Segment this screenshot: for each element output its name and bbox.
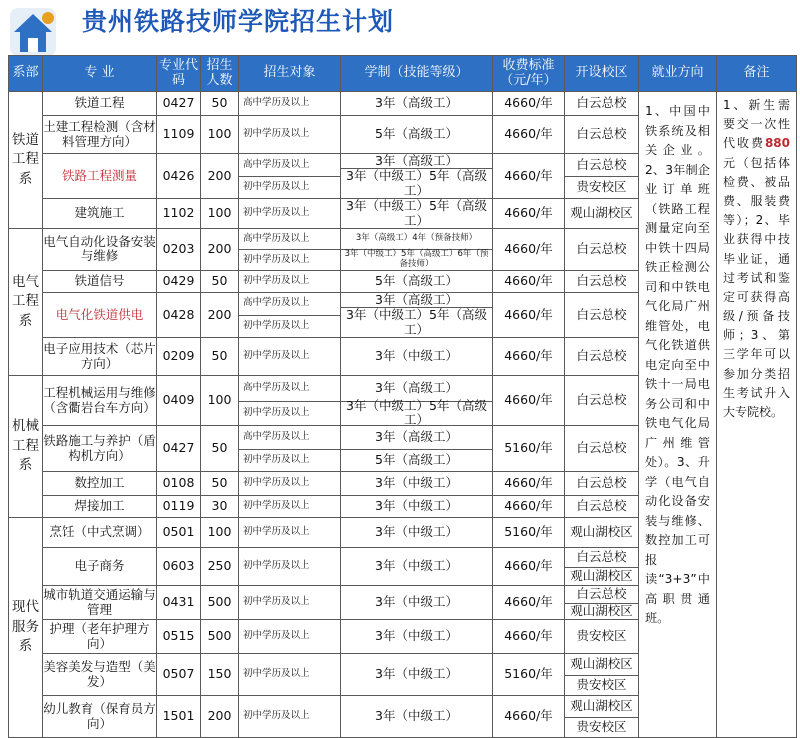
campus-cell: 白云总校 bbox=[565, 472, 639, 496]
target-cell: 初中学历及以上 bbox=[239, 696, 341, 738]
major-cell: 焊接加工 bbox=[43, 496, 157, 518]
count-cell: 200 bbox=[201, 696, 239, 738]
target-cell: 初中学历及以上 bbox=[239, 620, 341, 654]
code-cell: 0603 bbox=[157, 548, 201, 586]
enrollment-table bbox=[8, 55, 797, 738]
fee-cell: 4660/年 bbox=[493, 154, 565, 199]
target-cell bbox=[239, 426, 341, 472]
campus-line: 贵安校区 bbox=[565, 176, 638, 198]
major-cell: 数控加工 bbox=[43, 472, 157, 496]
target-cell bbox=[239, 376, 341, 426]
target-cell: 初中学历及以上 bbox=[239, 270, 341, 292]
code-cell: 0108 bbox=[157, 472, 201, 496]
system-cell: 3年（中级工） bbox=[341, 586, 493, 620]
campus-line: 观山湖校区 bbox=[570, 698, 633, 714]
count-cell: 50 bbox=[201, 426, 239, 472]
major-cell: 电气化铁道供电 bbox=[43, 292, 157, 337]
target-cell: 初中学历及以上 bbox=[239, 338, 341, 376]
fee-cell: 5160/年 bbox=[493, 518, 565, 548]
system-line: 3年（高级工） bbox=[375, 429, 458, 445]
code-cell: 0203 bbox=[157, 228, 201, 270]
target-line: 初中学历及以上 bbox=[239, 449, 340, 472]
system-cell: 3年（中级工） bbox=[341, 548, 493, 586]
major-cell: 烹饪（中式烹调） bbox=[43, 518, 157, 548]
code-cell: 1109 bbox=[157, 116, 201, 154]
fee-cell: 4660/年 bbox=[493, 586, 565, 620]
count-cell: 500 bbox=[201, 620, 239, 654]
code-cell: 1501 bbox=[157, 696, 201, 738]
remarks-cell bbox=[717, 92, 797, 738]
system-cell: 3年（中级工） bbox=[341, 620, 493, 654]
target-cell: 初中学历及以上 bbox=[239, 586, 341, 620]
target-line: 初中学历及以上 bbox=[239, 249, 340, 270]
target-cell bbox=[239, 292, 341, 337]
system-line: 3年（高级工） bbox=[375, 380, 458, 396]
campus-cell: 白云总校 bbox=[565, 116, 639, 154]
code-cell: 0507 bbox=[157, 654, 201, 696]
campus-cell: 观山湖校区 bbox=[565, 199, 639, 229]
code-cell: 0119 bbox=[157, 496, 201, 518]
count-cell: 500 bbox=[201, 586, 239, 620]
fee-cell: 4660/年 bbox=[493, 199, 565, 229]
major-cell: 工程机械运用与维修（含衢岩台车方向） bbox=[43, 376, 157, 426]
count-cell: 50 bbox=[201, 270, 239, 292]
count-cell: 100 bbox=[201, 518, 239, 548]
dept-mechanical-engineering: 机械工程系 bbox=[9, 376, 43, 518]
remarks-part1: 1、新生需要交一次性代收费 bbox=[723, 98, 790, 151]
count-cell: 100 bbox=[201, 199, 239, 229]
campus-line: 贵安校区 bbox=[565, 717, 638, 738]
major-cell: 铁路工程测量 bbox=[43, 154, 157, 199]
remarks-part2: 元（包括体检费、被品费、服装费等）；2、毕业获得中技毕业证，通过考试和鉴定可获得高级/预备技师；3、第三学年可以参加分类招生考试升入大专院校。 bbox=[723, 155, 790, 419]
fee-cell: 4660/年 bbox=[493, 496, 565, 518]
fee-cell: 5160/年 bbox=[493, 426, 565, 472]
major-cell: 铁道信号 bbox=[43, 270, 157, 292]
system-cell bbox=[341, 228, 493, 270]
school-logo-icon bbox=[8, 4, 58, 60]
target-cell bbox=[239, 154, 341, 199]
count-cell: 50 bbox=[201, 338, 239, 376]
header-code: 专业代码 bbox=[157, 56, 201, 92]
system-line: 3年（中级工）5年（高级工） bbox=[341, 401, 492, 426]
major-cell: 建筑施工 bbox=[43, 199, 157, 229]
system-cell bbox=[341, 426, 493, 472]
campus-cell: 白云总校 bbox=[565, 426, 639, 472]
campus-line: 白云总校 bbox=[576, 586, 627, 602]
employment-direction: 1、中国中铁系统及相关企业。2、3年制企业订单班（铁路工程测量定向至中铁十四局铁正检测公司和中铁电气化局广州维管处，电气化铁道供电定向至中铁十一局电务公司和中铁电气化局广州维管处）。3、升学（电气自动化设备安装与维修、数控加工可报读“3+3”中高职贯通班。 bbox=[639, 92, 717, 738]
fee-cell: 4660/年 bbox=[493, 292, 565, 337]
count-cell: 100 bbox=[201, 116, 239, 154]
campus-cell bbox=[565, 696, 639, 738]
campus-cell: 白云总校 bbox=[565, 92, 639, 116]
fee-cell: 4660/年 bbox=[493, 338, 565, 376]
major-cell: 电子商务 bbox=[43, 548, 157, 586]
campus-cell bbox=[565, 154, 639, 199]
system-cell: 3年（中级工）5年（高级工） bbox=[341, 199, 493, 229]
system-cell bbox=[341, 154, 493, 199]
system-cell: 3年（中级工） bbox=[341, 696, 493, 738]
code-cell: 0209 bbox=[157, 338, 201, 376]
dept-railway-engineering: 铁道工程系 bbox=[9, 92, 43, 229]
header-employment: 就业方向 bbox=[639, 56, 717, 92]
header-remarks: 备注 bbox=[717, 56, 797, 92]
header-row bbox=[9, 56, 797, 92]
fee-cell: 4660/年 bbox=[493, 620, 565, 654]
major-cell: 铁道工程 bbox=[43, 92, 157, 116]
system-line: 5年（高级工） bbox=[341, 449, 492, 472]
code-cell: 0501 bbox=[157, 518, 201, 548]
code-cell: 0427 bbox=[157, 426, 201, 472]
target-cell: 初中学历及以上 bbox=[239, 654, 341, 696]
target-line: 初中学历及以上 bbox=[239, 401, 340, 426]
major-cell: 幼儿教育（保育员方向） bbox=[43, 696, 157, 738]
count-cell: 50 bbox=[201, 92, 239, 116]
system-line: 3年（高级工）4年（预备技师） bbox=[355, 233, 478, 244]
major-cell: 美容美发与造型（美发） bbox=[43, 654, 157, 696]
campus-cell bbox=[565, 586, 639, 620]
code-cell: 0427 bbox=[157, 92, 201, 116]
code-cell: 0515 bbox=[157, 620, 201, 654]
code-cell: 0428 bbox=[157, 292, 201, 337]
code-cell: 0426 bbox=[157, 154, 201, 199]
count-cell: 250 bbox=[201, 548, 239, 586]
campus-line: 观山湖校区 bbox=[570, 656, 633, 672]
fee-cell: 4660/年 bbox=[493, 228, 565, 270]
code-cell: 1102 bbox=[157, 199, 201, 229]
campus-cell bbox=[565, 548, 639, 586]
fee-cell: 4660/年 bbox=[493, 92, 565, 116]
header-target: 招生对象 bbox=[239, 56, 341, 92]
header-system: 学制（技能等级） bbox=[341, 56, 493, 92]
header-major: 专 业 bbox=[43, 56, 157, 92]
system-line: 3年（中级工）5年（高级工）6年（预备技师） bbox=[341, 249, 492, 270]
target-cell: 初中学历及以上 bbox=[239, 116, 341, 154]
dept-electrical-engineering: 电气工程系 bbox=[9, 228, 43, 375]
campus-cell: 白云总校 bbox=[565, 376, 639, 426]
target-cell bbox=[239, 228, 341, 270]
remarks-amount: 880 bbox=[764, 136, 790, 151]
target-line: 高中学历及以上 bbox=[243, 232, 310, 244]
code-cell: 0429 bbox=[157, 270, 201, 292]
code-cell: 0409 bbox=[157, 376, 201, 426]
major-cell: 电子应用技术（芯片方向） bbox=[43, 338, 157, 376]
table-row bbox=[9, 92, 797, 116]
campus-line: 贵安校区 bbox=[565, 675, 638, 696]
system-cell: 5年（高级工） bbox=[341, 116, 493, 154]
fee-cell: 4660/年 bbox=[493, 696, 565, 738]
count-cell: 200 bbox=[201, 154, 239, 199]
campus-cell: 白云总校 bbox=[565, 270, 639, 292]
system-cell bbox=[341, 292, 493, 337]
count-cell: 50 bbox=[201, 472, 239, 496]
header-dept: 系部 bbox=[9, 56, 43, 92]
campus-cell bbox=[565, 654, 639, 696]
fee-cell: 4660/年 bbox=[493, 548, 565, 586]
system-line: 3年（高级工） bbox=[375, 153, 458, 168]
system-cell: 3年（中级工） bbox=[341, 472, 493, 496]
code-cell: 0431 bbox=[157, 586, 201, 620]
system-line: 3年（中级工）5年（高级工） bbox=[341, 168, 492, 198]
page-title: 贵州铁路技师学院招生计划 bbox=[82, 7, 395, 36]
major-cell: 护理（老年护理方向） bbox=[43, 620, 157, 654]
dept-modern-service: 现代服务系 bbox=[9, 518, 43, 738]
target-line: 高中学历及以上 bbox=[243, 158, 310, 170]
fee-cell: 4660/年 bbox=[493, 472, 565, 496]
count-cell: 30 bbox=[201, 496, 239, 518]
system-cell: 3年（中级工） bbox=[341, 338, 493, 376]
system-line: 3年（中级工）5年（高级工） bbox=[341, 307, 492, 337]
system-cell: 3年（高级工） bbox=[341, 92, 493, 116]
campus-line: 白云总校 bbox=[576, 549, 627, 565]
header-fee: 收费标准（元/年） bbox=[493, 56, 565, 92]
major-cell: 土建工程检测（含材料管理方向） bbox=[43, 116, 157, 154]
system-cell: 3年（中级工） bbox=[341, 654, 493, 696]
target-cell: 初中学历及以上 bbox=[239, 548, 341, 586]
fee-cell: 4660/年 bbox=[493, 116, 565, 154]
target-line: 高中学历及以上 bbox=[243, 430, 310, 442]
campus-cell: 观山湖校区 bbox=[565, 518, 639, 548]
target-line: 初中学历及以上 bbox=[239, 315, 340, 337]
system-cell: 3年（中级工） bbox=[341, 496, 493, 518]
header-campus: 开设校区 bbox=[565, 56, 639, 92]
campus-cell: 白云总校 bbox=[565, 338, 639, 376]
major-cell: 电气自动化设备安装与维修 bbox=[43, 228, 157, 270]
campus-cell: 贵安校区 bbox=[565, 620, 639, 654]
fee-cell: 4660/年 bbox=[493, 376, 565, 426]
count-cell: 200 bbox=[201, 292, 239, 337]
campus-line: 观山湖校区 bbox=[565, 603, 638, 620]
campus-line: 白云总校 bbox=[576, 156, 627, 172]
major-cell: 城市轨道交通运输与管理 bbox=[43, 586, 157, 620]
target-cell: 初中学历及以上 bbox=[239, 496, 341, 518]
system-line: 3年（高级工） bbox=[375, 291, 458, 307]
target-cell: 高中学历及以上 bbox=[239, 92, 341, 116]
campus-line: 观山湖校区 bbox=[565, 567, 638, 586]
count-cell: 200 bbox=[201, 228, 239, 270]
target-cell: 初中学历及以上 bbox=[239, 199, 341, 229]
count-cell: 100 bbox=[201, 376, 239, 426]
target-line: 初中学历及以上 bbox=[239, 176, 340, 198]
campus-cell: 白云总校 bbox=[565, 292, 639, 337]
target-cell: 初中学历及以上 bbox=[239, 472, 341, 496]
target-line: 高中学历及以上 bbox=[243, 381, 310, 393]
system-cell bbox=[341, 376, 493, 426]
campus-cell: 白云总校 bbox=[565, 228, 639, 270]
count-cell: 150 bbox=[201, 654, 239, 696]
fee-cell: 5160/年 bbox=[493, 654, 565, 696]
campus-cell: 白云总校 bbox=[565, 496, 639, 518]
target-cell: 初中学历及以上 bbox=[239, 518, 341, 548]
target-line: 高中学历及以上 bbox=[243, 297, 310, 309]
fee-cell: 4660/年 bbox=[493, 270, 565, 292]
system-cell: 3年（中级工） bbox=[341, 518, 493, 548]
major-cell: 铁路施工与养护（盾构机方向） bbox=[43, 426, 157, 472]
system-cell: 5年（高级工） bbox=[341, 270, 493, 292]
header-count: 招生人数 bbox=[201, 56, 239, 92]
